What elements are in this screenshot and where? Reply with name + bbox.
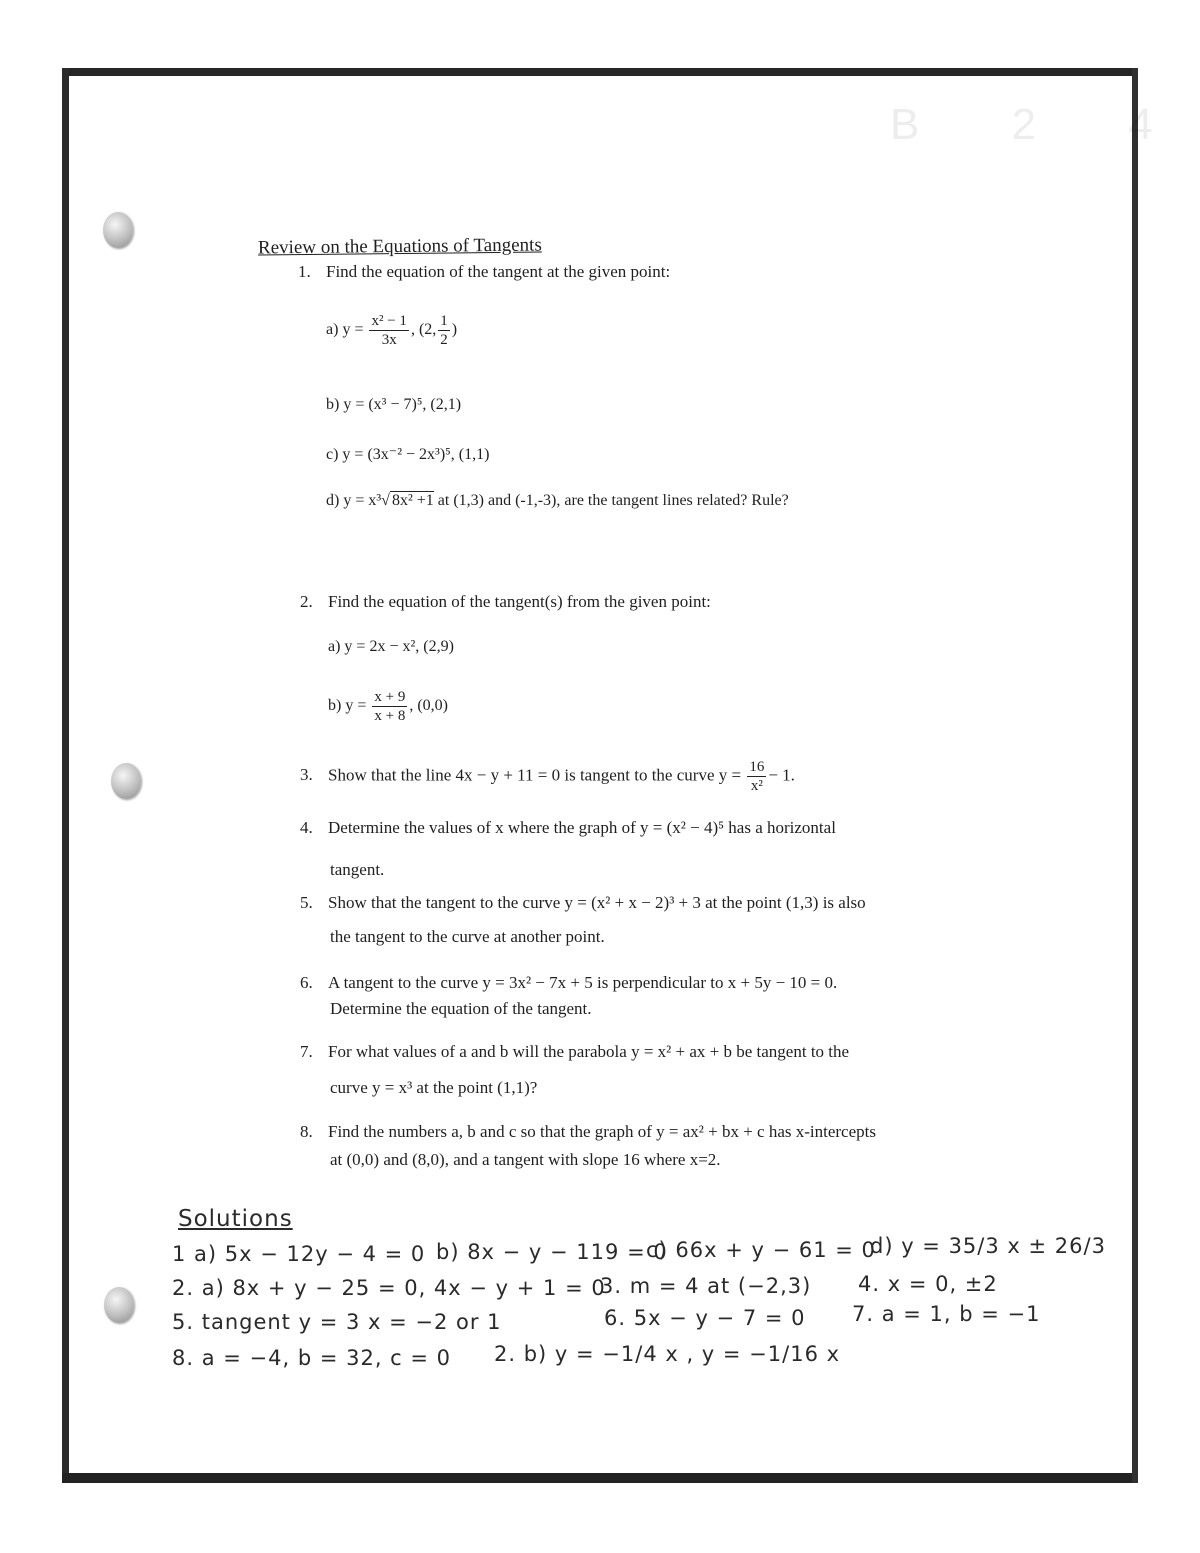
question-3 <box>300 758 795 795</box>
sqrt-content: 8x² +1 <box>391 492 434 509</box>
scan-edge-top <box>62 68 1137 76</box>
solution-1b: b) 8x − y − 119 = 0 <box>436 1240 668 1264</box>
question-number: 7. <box>300 1042 313 1061</box>
punch-hole-bottom <box>104 1287 134 1323</box>
question-text: Show that the tangent to the curve y = (x² + x − 2)³ + 3 at the point (1,3) is also <box>328 893 866 912</box>
point-fraction <box>438 312 450 349</box>
numerator: 16 <box>749 759 765 775</box>
solution-2a: 2. a) 8x + y − 25 = 0, 4x − y + 1 = 0 <box>172 1276 606 1300</box>
lhs: y = <box>345 697 367 715</box>
point-suffix: ) <box>451 321 458 339</box>
question-text: Show that the line 4x − y + 11 = 0 is tangent to the curve y = <box>328 765 742 785</box>
question-number: 8. <box>300 1122 313 1141</box>
question-1d <box>326 492 789 510</box>
numerator: x² − 1 <box>371 313 407 329</box>
solutions-heading: Solutions <box>178 1206 293 1232</box>
solution-4: 4. x = 0, ±2 <box>858 1272 998 1296</box>
question-7 <box>300 1042 849 1062</box>
question-8 <box>300 1122 876 1142</box>
question-7-continued: curve y = x³ at the point (1,1)? <box>330 1078 538 1097</box>
punch-hole-top <box>103 212 133 248</box>
question-2a: a) y = 2x − x², (2,9) <box>328 638 454 655</box>
question-8-continued: at (0,0) and (8,0), and a tangent with slope 16 where x=2. <box>330 1150 721 1169</box>
question-6 <box>300 973 837 993</box>
question-text: Determine the values of x where the graph of y = (x² − 4)⁵ has a horizontal <box>328 818 836 837</box>
scan-edge-left <box>62 68 69 1478</box>
numerator: x + 9 <box>374 689 406 705</box>
sqrt-sign: √ <box>381 492 390 509</box>
question-text: A tangent to the curve y = 3x² − 7x + 5 is perpendicular to x + 5y − 10 = 0. <box>328 973 838 992</box>
question-number: 5. <box>300 893 313 912</box>
scan-edge-right <box>1132 68 1138 1483</box>
part-label: b) <box>328 697 342 715</box>
fraction <box>372 688 407 725</box>
solution-5: 5. tangent y = 3 x = −2 or 1 <box>172 1310 502 1334</box>
question-4 <box>300 818 836 838</box>
fraction <box>747 758 766 795</box>
part-expression: d) y = x³ <box>326 492 382 509</box>
lhs: y = <box>342 321 364 339</box>
solution-8: 8. a = −4, b = 32, c = 0 <box>172 1346 452 1370</box>
question-number: 6. <box>300 973 313 992</box>
question-4-continued: tangent. <box>330 860 385 879</box>
solution-1c: c) 66x + y − 61 = 0 <box>646 1238 876 1262</box>
question-5-continued: the tangent to the curve at another point. <box>330 927 605 946</box>
question-text: Find the numbers a, b and c so that the graph of y = ax² + bx + c has x-intercepts <box>328 1122 876 1141</box>
question-5 <box>300 893 866 913</box>
denominator: x + 8 <box>374 708 406 724</box>
question-text: Find the equation of the tangent at the given point: <box>326 262 671 281</box>
question-text-tail: − 1. <box>768 765 795 785</box>
solution-6: 6. 5x − y − 7 = 0 <box>604 1306 806 1330</box>
question-text: Find the equation of the tangent(s) from the given point: <box>328 592 711 611</box>
denominator: 3x <box>381 332 397 348</box>
question-1 <box>298 262 670 282</box>
question-6-continued: Determine the equation of the tangent. <box>330 999 592 1018</box>
fraction <box>369 312 408 349</box>
solution-1d: d) y = 35/3 x ± 26/3 <box>870 1234 1106 1258</box>
solution-3: 3. m = 4 at (−2,3) <box>600 1274 812 1298</box>
solution-2b: 2. b) y = −1/4 x , y = −1/16 x <box>494 1342 841 1366</box>
question-number: 1. <box>298 262 311 281</box>
punch-hole-middle <box>111 763 141 799</box>
part-label: a) <box>326 321 339 339</box>
question-1a <box>326 312 457 349</box>
solution-1a: 1 a) 5x − 12y − 4 = 0 <box>172 1242 426 1266</box>
point-prefix: , (2, <box>410 321 437 339</box>
bleed-through-marks: B 2 4 <box>890 100 1193 149</box>
denominator: x² <box>750 778 763 794</box>
numerator: 1 <box>440 313 448 329</box>
point-suffix: , (0,0) <box>409 697 448 715</box>
question-number: 3. <box>300 765 313 785</box>
question-2b <box>328 688 448 725</box>
question-1c: c) y = (3x⁻² − 2x³)⁵, (1,1) <box>326 446 490 463</box>
denominator: 2 <box>440 332 448 348</box>
solution-7: 7. a = 1, b = −1 <box>852 1302 1041 1326</box>
page-title: Review on the Equations of Tangents <box>257 234 542 259</box>
question-1b: b) y = (x³ − 7)⁵, (2,1) <box>326 396 462 413</box>
question-number: 2. <box>300 592 313 611</box>
part-text: at (1,3) and (-1,-3), are the tangent lines related? Rule? <box>433 492 789 509</box>
scan-edge-bottom <box>62 1473 1137 1483</box>
question-number: 4. <box>300 818 313 837</box>
question-text: For what values of a and b will the parabola y = x² + ax + b be tangent to the <box>328 1042 850 1061</box>
question-2 <box>300 592 711 612</box>
